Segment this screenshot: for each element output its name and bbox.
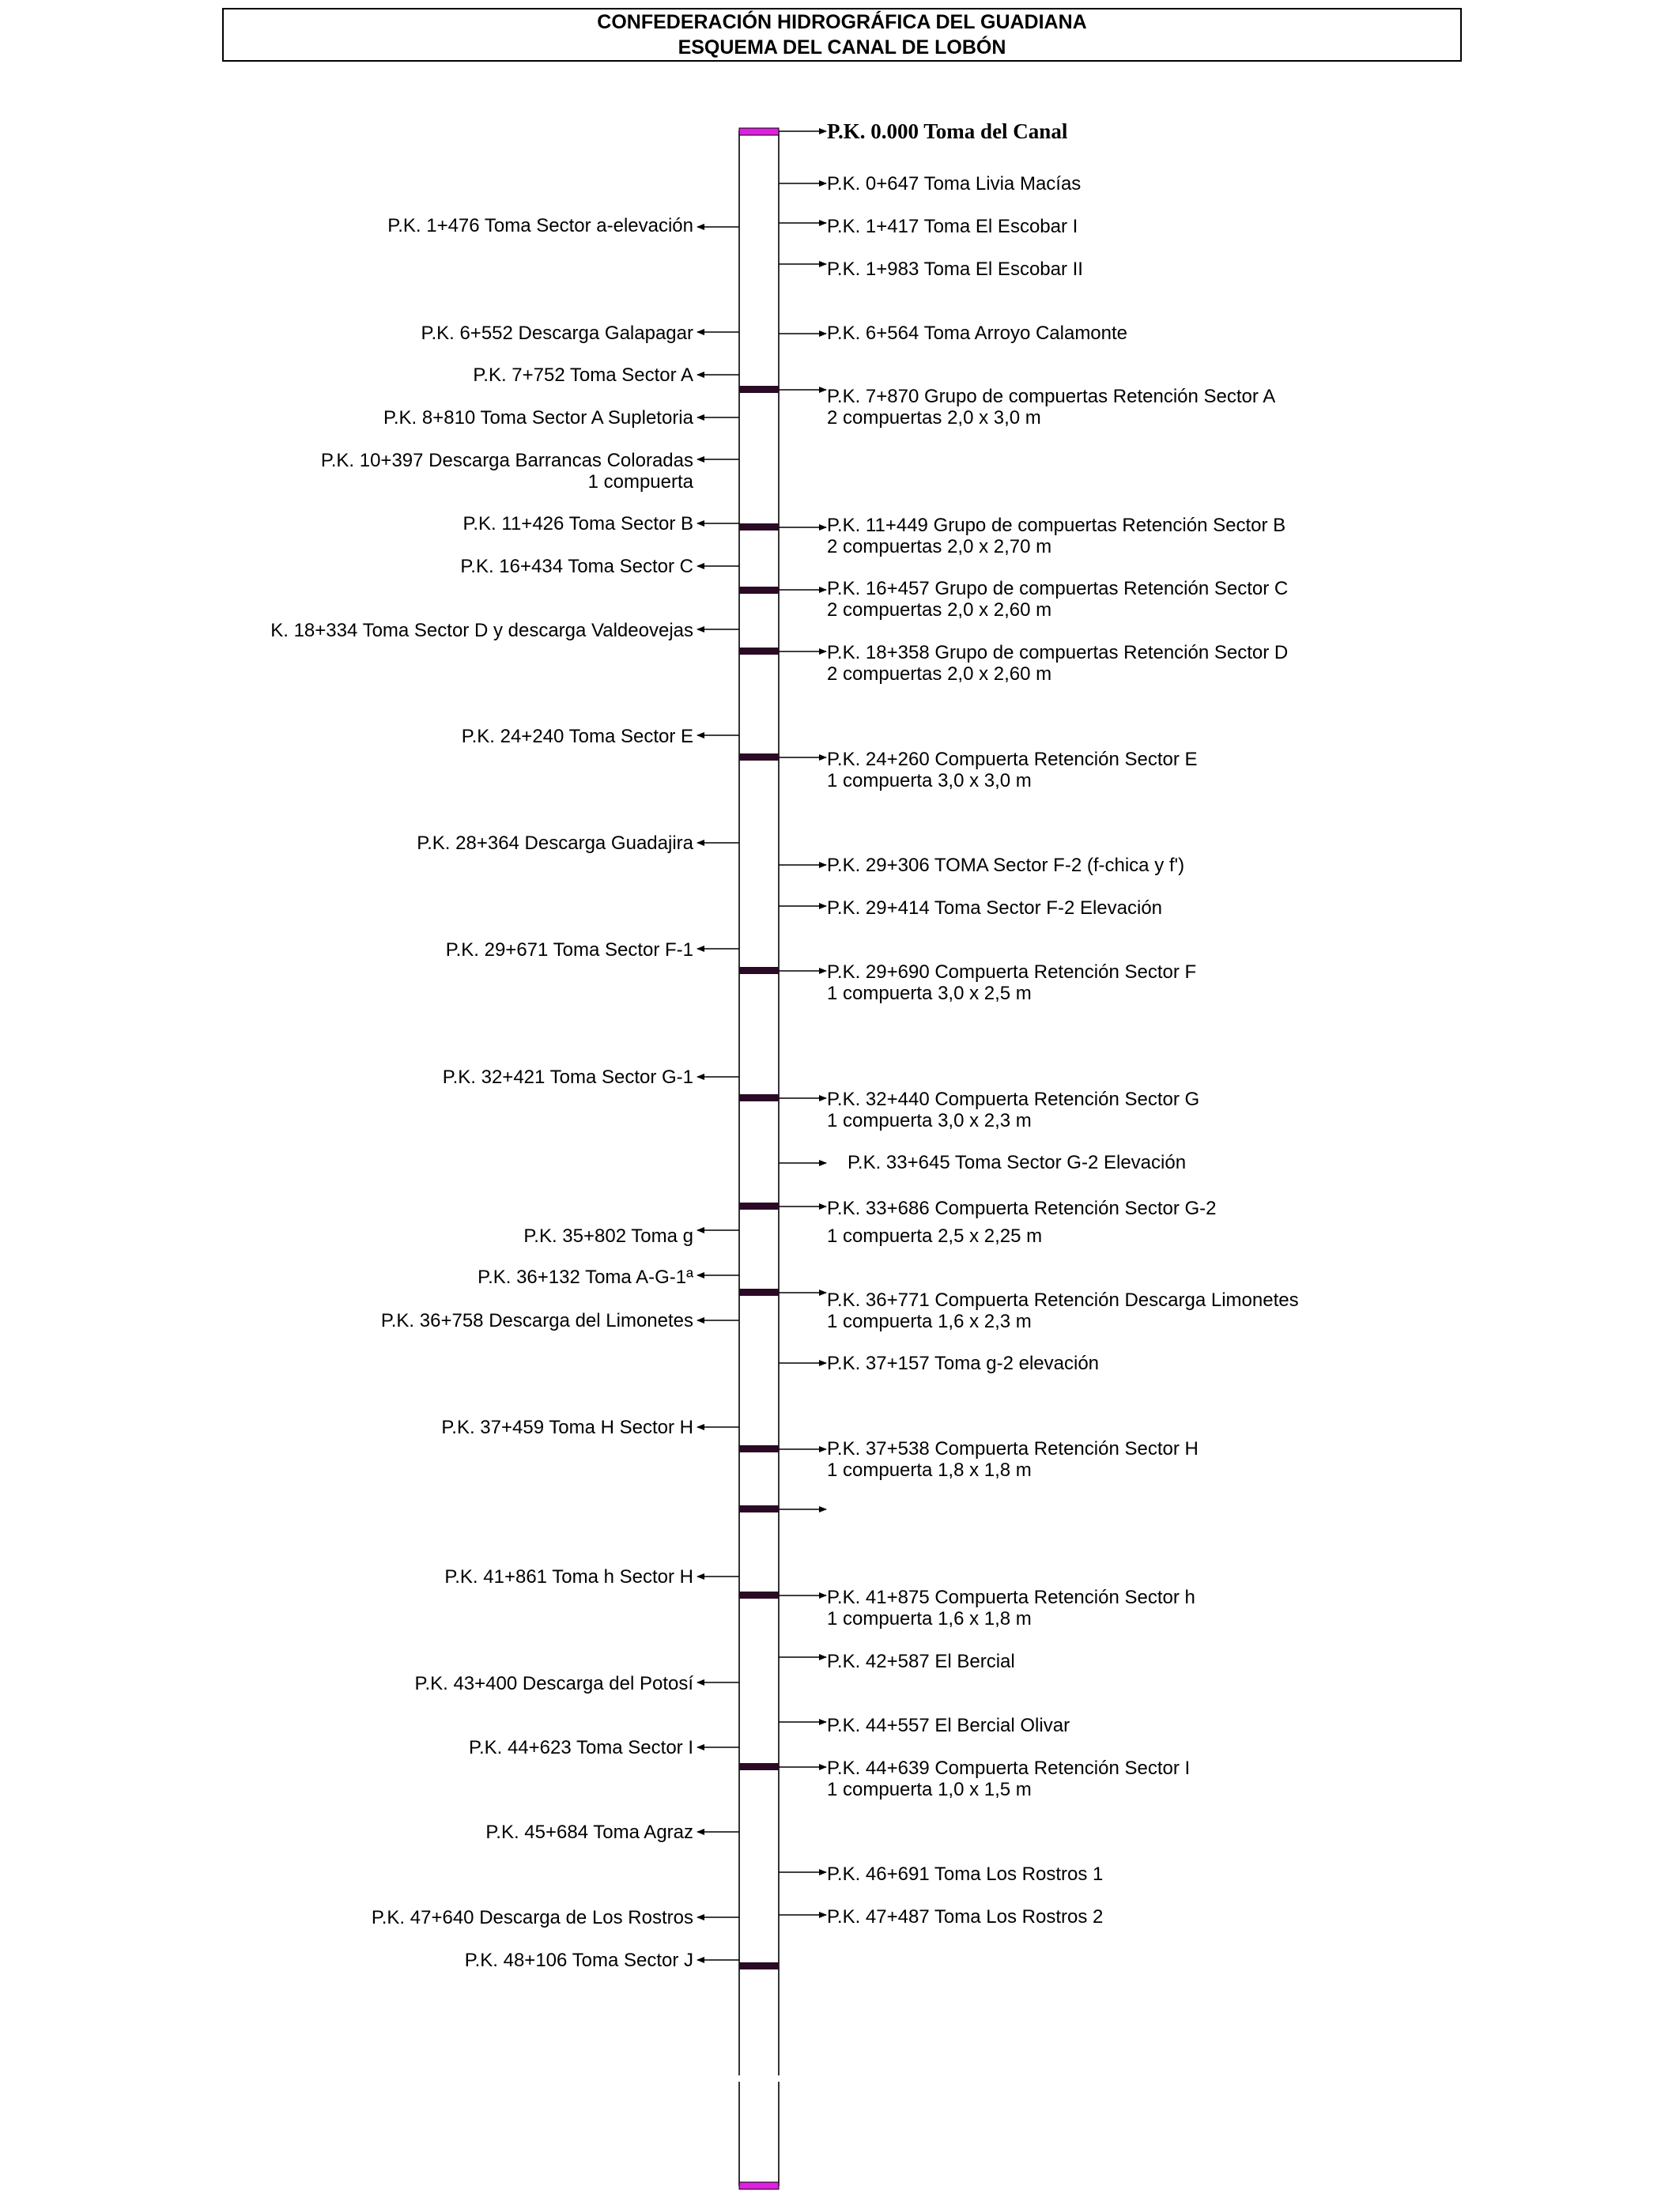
right-label-r23: P.K. 46+691 Toma Los Rostros 1: [827, 1864, 1104, 1885]
left-label-l17: P.K. 41+861 Toma h Sector H: [444, 1566, 693, 1588]
left-label-l9: P.K. 24+240 Toma Sector E: [461, 726, 693, 747]
right-label-r4: P.K. 6+564 Toma Arroyo Calamonte: [827, 323, 1128, 344]
title-box: [223, 9, 1461, 61]
right-label-r20: P.K. 42+587 El Bercial: [827, 1651, 1015, 1672]
left-labels: [270, 215, 693, 1971]
canal-end-cap: [739, 2182, 779, 2189]
left-label-l12: P.K. 32+421 Toma Sector G-1: [442, 1067, 693, 1088]
gate-limonetes: [739, 1289, 779, 1296]
gate-sector-g: [739, 1094, 779, 1101]
title-line-2: ESQUEMA DEL CANAL DE LOBÓN: [678, 36, 1006, 59]
left-label-l11: P.K. 29+671 Toma Sector F-1: [445, 939, 693, 961]
left-label-l21: P.K. 47+640 Descarga de Los Rostros: [371, 1907, 693, 1928]
left-label-l20: P.K. 45+684 Toma Agraz: [485, 1822, 693, 1843]
right-arrows: [779, 131, 826, 1915]
right-label-r6: P.K. 11+449 Grupo de compuertas Retención Sector B 2 compuertas 2,0 x 2,70 m: [827, 515, 1286, 557]
right-label-r14: P.K. 33+645 Toma Sector G-2 Elevación: [848, 1152, 1187, 1173]
left-arrows: [697, 227, 739, 1960]
gate-sector-c: [739, 587, 779, 594]
right-label-r22: P.K. 44+639 Compuerta Retención Sector I 1 compuerta 1,0 x 1,5 m: [827, 1758, 1191, 1800]
canal-start-cap: [739, 128, 779, 135]
right-label-r15: P.K. 33+686 Compuerta Retención Sector G-2 1 compuerta 2,5 x 2,25 m: [827, 1198, 1217, 1247]
title-line-1: CONFEDERACIÓN HIDROGRÁFICA DEL GUADIANA: [597, 11, 1087, 33]
gates: [739, 386, 779, 1969]
left-label-l22: P.K. 48+106 Toma Sector J: [464, 1950, 693, 1971]
right-label-r11: P.K. 29+414 Toma Sector F-2 Elevación: [827, 897, 1163, 919]
left-label-l4: P.K. 8+810 Toma Sector A Supletoria: [383, 407, 693, 429]
gate-unlabeled: [739, 1505, 779, 1512]
gate-sector-g2: [739, 1203, 779, 1210]
right-label-r8: P.K. 18+358 Grupo de compuertas Retención Sector D 2 compuertas 2,0 x 2,60 m: [827, 642, 1289, 685]
right-label-r9: P.K. 24+260 Compuerta Retención Sector E 1 compuerta 3,0 x 3,0 m: [827, 749, 1198, 791]
right-label-r18: P.K. 37+538 Compuerta Retención Sector H 1 compuerta 1,8 x 1,8 m: [827, 1438, 1199, 1481]
left-label-l1: P.K. 1+476 Toma Sector a-elevación: [387, 215, 693, 236]
right-label-r12: P.K. 29+690 Compuerta Retención Sector F 1 compuerta 3,0 x 2,5 m: [827, 961, 1197, 1004]
right-label-r19: P.K. 41+875 Compuerta Retención Sector h 1 compuerta 1,6 x 1,8 m: [827, 1587, 1195, 1629]
left-label-l3: P.K. 7+752 Toma Sector A: [473, 364, 693, 386]
right-label-r16: P.K. 36+771 Compuerta Retención Descarga Limonetes 1 compuerta 1,6 x 2,3 m: [827, 1290, 1299, 1332]
right-label-r10: P.K. 29+306 TOMA Sector F-2 (f-chica y f'): [827, 855, 1185, 876]
left-label-l15: P.K. 36+758 Descarga del Limonetes: [380, 1310, 693, 1331]
right-label-r7: P.K. 16+457 Grupo de compuertas Retención Sector C 2 compuertas 2,0 x 2,60 m: [827, 578, 1289, 621]
left-label-l8: K. 18+334 Toma Sector D y descarga Valdeovejas: [270, 620, 693, 641]
left-label-l6: P.K. 11+426 Toma Sector B: [462, 513, 693, 534]
right-label-r13: P.K. 32+440 Compuerta Retención Sector G 1 compuerta 3,0 x 2,3 m: [827, 1089, 1200, 1131]
left-label-l7: P.K. 16+434 Toma Sector C: [460, 556, 693, 577]
gate-sector-d: [739, 648, 779, 655]
right-label-r2: P.K. 1+417 Toma El Escobar I: [827, 216, 1078, 237]
canal-body: [739, 128, 779, 2189]
left-label-l16: P.K. 37+459 Toma H Sector H: [441, 1417, 693, 1438]
right-label-r17: P.K. 37+157 Toma g-2 elevación: [827, 1353, 1100, 1374]
right-labels: [827, 119, 1299, 1928]
right-label-r1: P.K. 0+647 Toma Livia Macías: [827, 173, 1082, 194]
gate-sector-h-small: [739, 1592, 779, 1599]
gate-sector-a: [739, 386, 779, 393]
right-label-r24: P.K. 47+487 Toma Los Rostros 2: [827, 1906, 1104, 1928]
right-label-r21: P.K. 44+557 El Bercial Olivar: [827, 1715, 1070, 1736]
left-label-l19: P.K. 44+623 Toma Sector I: [469, 1737, 693, 1758]
gate-sector-j: [739, 1962, 779, 1969]
left-label-l13: P.K. 35+802 Toma g: [523, 1225, 693, 1247]
gate-sector-f: [739, 967, 779, 974]
left-label-l10: P.K. 28+364 Descarga Guadajira: [417, 833, 693, 854]
gate-sector-e: [739, 753, 779, 761]
gate-sector-h: [739, 1445, 779, 1452]
left-label-l18: P.K. 43+400 Descarga del Potosí: [414, 1673, 693, 1694]
gate-sector-i: [739, 1763, 779, 1770]
left-label-l5: P.K. 10+397 Descarga Barrancas Coloradas 1 compuerta: [320, 450, 693, 493]
left-label-l2: P.K. 6+552 Descarga Galapagar: [421, 323, 693, 344]
right-label-r5: P.K. 7+870 Grupo de compuertas Retención Sector A 2 compuertas 2,0 x 3,0 m: [827, 386, 1276, 429]
gate-sector-b: [739, 523, 779, 531]
right-label-r0: P.K. 0.000 Toma del Canal: [827, 119, 1068, 143]
right-label-r3: P.K. 1+983 Toma El Escobar II: [827, 259, 1083, 280]
left-label-l14: P.K. 36+132 Toma A-G-1ª: [478, 1267, 693, 1288]
